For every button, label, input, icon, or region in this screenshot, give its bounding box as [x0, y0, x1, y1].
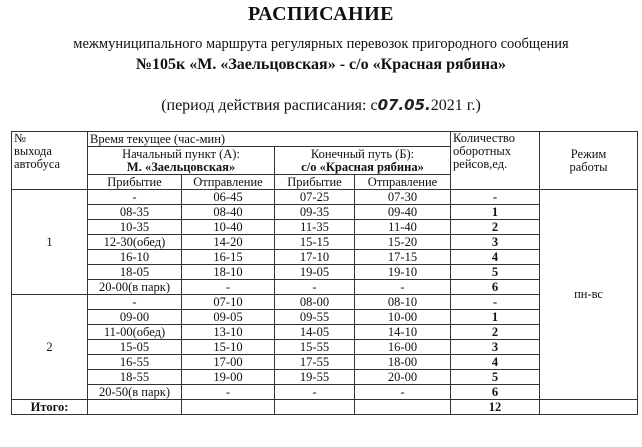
route-subtitle: межмуниципального маршрута регулярных перевозок пригородного сообщения: [73, 36, 569, 52]
time-current-header: Время текущее (час-мин): [88, 132, 451, 147]
b-arrival-cell: 08-00: [275, 295, 355, 310]
a-arrival-cell: 20-00(в парк): [88, 280, 182, 295]
b-arrival-cell: 15-15: [275, 235, 355, 250]
total-empty-cell: [88, 400, 182, 415]
a-arrival-cell: 20-50(в парк): [88, 385, 182, 400]
trips-cell: 4: [451, 250, 540, 265]
b-departure-cell: 09-40: [355, 205, 451, 220]
period-suffix: 2021 г.): [430, 97, 481, 114]
a-arrival-cell: 11-00(обед): [88, 325, 182, 340]
table-row: [12, 190, 638, 205]
a-departure-cell: -: [182, 385, 275, 400]
a-arrival-cell: 18-05: [88, 265, 182, 280]
trips-cell: 1: [451, 310, 540, 325]
a-arrival-cell: 15-05: [88, 340, 182, 355]
total-label: Итого:: [12, 400, 88, 415]
b-departure-cell: 08-10: [355, 295, 451, 310]
trips-cell: 2: [451, 325, 540, 340]
b-departure-cell: -: [355, 280, 451, 295]
exit-number-header: № выхода автобуса: [12, 132, 88, 190]
point-a-label: Начальный пункт (А):: [122, 146, 240, 161]
exit-number: 1: [12, 190, 88, 295]
b-departure-cell: 10-00: [355, 310, 451, 325]
a-departure-cell: 08-40: [182, 205, 275, 220]
total-value: 12: [451, 400, 540, 415]
b-arrival-cell: 14-05: [275, 325, 355, 340]
point-b-name: с/о «Красная рябина»: [301, 159, 424, 174]
a-arrival-header: Прибытие: [88, 175, 182, 190]
b-departure-cell: 19-10: [355, 265, 451, 280]
a-departure-cell: 09-05: [182, 310, 275, 325]
trips-cell: 2: [451, 220, 540, 235]
point-b-label: Конечный путь (Б):: [310, 146, 415, 161]
b-departure-cell: 18-00: [355, 355, 451, 370]
a-arrival-cell: 12-30(обед): [88, 235, 182, 250]
validity-period: [0, 96, 642, 115]
a-arrival-cell: 08-35: [88, 205, 182, 220]
page-title: РАСПИСАНИЕ: [247, 3, 394, 25]
point-b-header: [275, 147, 451, 175]
a-arrival-cell: 16-55: [88, 355, 182, 370]
point-a-name: М. «Заельцовская»: [126, 159, 236, 174]
b-arrival-cell: -: [275, 385, 355, 400]
period-prefix: (период действия расписания: с: [161, 97, 378, 114]
trips-cell: 3: [451, 235, 540, 250]
b-arrival-cell: -: [275, 280, 355, 295]
trips-cell: 3: [451, 340, 540, 355]
work-mode-value: пн-вс: [540, 190, 638, 400]
a-arrival-cell: 09-00: [88, 310, 182, 325]
b-departure-cell: 16-00: [355, 340, 451, 355]
trips-count-header: Количество оборотных рейсов,ед.: [451, 132, 540, 190]
b-arrival-cell: 19-05: [275, 265, 355, 280]
schedule-table: [11, 131, 638, 415]
b-departure-header: Отправление: [355, 175, 451, 190]
total-empty-cell: [355, 400, 451, 415]
b-departure-cell: 14-10: [355, 325, 451, 340]
b-arrival-cell: 09-35: [275, 205, 355, 220]
b-arrival-cell: 15-55: [275, 340, 355, 355]
a-departure-cell: 10-40: [182, 220, 275, 235]
a-departure-cell: 13-10: [182, 325, 275, 340]
a-departure-cell: 19-00: [182, 370, 275, 385]
work-mode-header: Режим работы: [540, 132, 638, 190]
b-departure-cell: 20-00: [355, 370, 451, 385]
total-empty-cell: [182, 400, 275, 415]
b-departure-cell: -: [355, 385, 451, 400]
b-departure-cell: 07-30: [355, 190, 451, 205]
a-departure-header: Отправление: [182, 175, 275, 190]
b-departure-cell: 17-15: [355, 250, 451, 265]
trips-cell: -: [451, 190, 540, 205]
exit-number: 2: [12, 295, 88, 400]
b-arrival-cell: 11-35: [275, 220, 355, 235]
trips-cell: 6: [451, 385, 540, 400]
b-arrival-cell: 07-25: [275, 190, 355, 205]
total-row: [12, 400, 638, 415]
header-row-1: [12, 132, 638, 147]
a-departure-cell: 17-00: [182, 355, 275, 370]
trips-cell: 4: [451, 355, 540, 370]
route-name: №105к «М. «Заельцовская» - с/о «Красная рябина»: [135, 56, 507, 73]
a-departure-cell: 06-45: [182, 190, 275, 205]
b-arrival-cell: 17-10: [275, 250, 355, 265]
a-departure-cell: 16-15: [182, 250, 275, 265]
period-date-handwritten: 07.05.: [377, 96, 431, 114]
a-arrival-cell: -: [88, 190, 182, 205]
a-departure-cell: 07-10: [182, 295, 275, 310]
a-departure-cell: 14-20: [182, 235, 275, 250]
total-empty-cell: [540, 400, 638, 415]
a-departure-cell: -: [182, 280, 275, 295]
a-departure-cell: 18-10: [182, 265, 275, 280]
trips-cell: 5: [451, 370, 540, 385]
trips-cell: 5: [451, 265, 540, 280]
point-a-header: [88, 147, 275, 175]
b-departure-cell: 15-20: [355, 235, 451, 250]
a-arrival-cell: 10-35: [88, 220, 182, 235]
b-arrival-header: Прибытие: [275, 175, 355, 190]
a-departure-cell: 15-10: [182, 340, 275, 355]
b-arrival-cell: 09-55: [275, 310, 355, 325]
trips-cell: 6: [451, 280, 540, 295]
b-arrival-cell: 17-55: [275, 355, 355, 370]
a-arrival-cell: 18-55: [88, 370, 182, 385]
a-arrival-cell: 16-10: [88, 250, 182, 265]
trips-cell: 1: [451, 205, 540, 220]
b-arrival-cell: 19-55: [275, 370, 355, 385]
total-empty-cell: [275, 400, 355, 415]
b-departure-cell: 11-40: [355, 220, 451, 235]
a-arrival-cell: -: [88, 295, 182, 310]
trips-cell: -: [451, 295, 540, 310]
